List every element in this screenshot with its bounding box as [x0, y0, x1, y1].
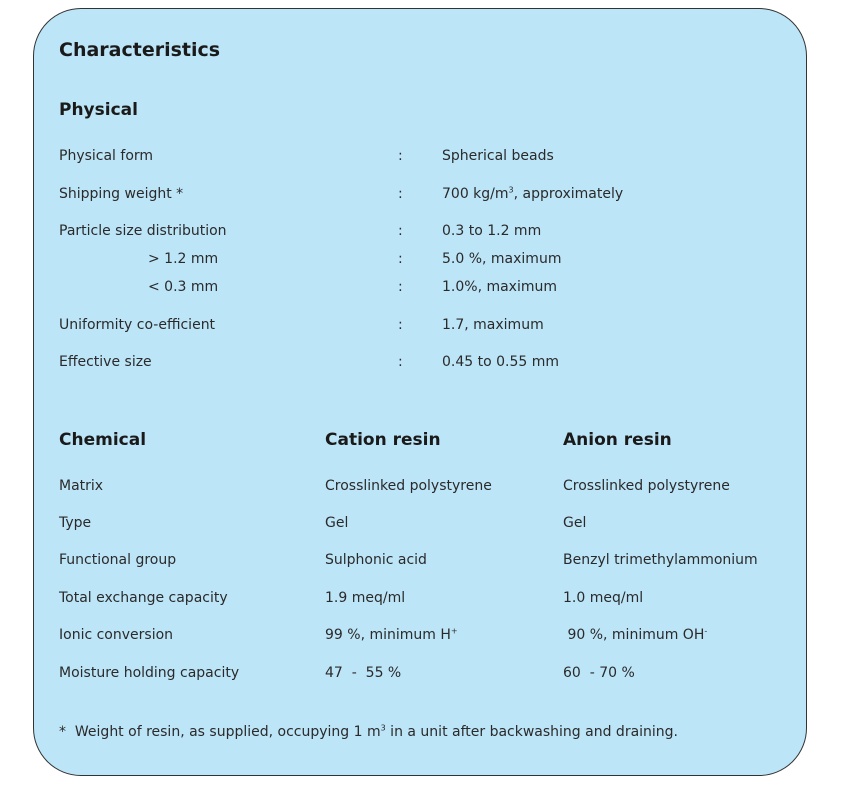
separator: : — [398, 317, 403, 333]
cation-sup: + — [450, 626, 458, 636]
shipping-weight-rest: , approximately — [513, 186, 624, 202]
shipping-weight-value — [442, 186, 623, 202]
ionic-conversion-cation — [325, 627, 458, 643]
matrix-label: Matrix — [59, 478, 104, 494]
matrix-cation: Crosslinked polystyrene — [325, 478, 492, 494]
matrix-anion: Crosslinked polystyrene — [563, 478, 730, 494]
uniformity-label: Uniformity co-efficient — [59, 317, 216, 333]
effective-size-label: Effective size — [59, 354, 152, 370]
characteristics-card — [33, 8, 807, 776]
particle-under-label: < 0.3 mm — [148, 279, 219, 295]
shipping-weight-sup: 3 — [508, 185, 514, 195]
separator: : — [398, 279, 403, 295]
anion-sup: - — [704, 626, 708, 636]
separator: : — [398, 186, 403, 202]
cation-heading: Cation resin — [325, 430, 441, 450]
shipping-weight-label: Shipping weight * — [59, 186, 184, 202]
anion-heading: Anion resin — [563, 430, 672, 450]
type-cation: Gel — [325, 515, 349, 531]
moisture-cation: 47 - 55 % — [325, 665, 402, 681]
separator: : — [398, 223, 403, 239]
ionic-conversion-cation-text: 99 %, minimum H — [325, 627, 451, 643]
footnote-main: * Weight of resin, as supplied, occupying 1 m — [59, 724, 381, 740]
type-label: Type — [59, 515, 92, 531]
separator: : — [398, 148, 403, 164]
particle-size-label: Particle size distribution — [59, 223, 227, 239]
particle-over-value: 5.0 %, maximum — [442, 251, 562, 267]
physical-form-value: Spherical beads — [442, 148, 554, 164]
chemical-heading: Chemical — [59, 430, 147, 450]
exchange-capacity-anion: 1.0 meq/ml — [563, 590, 644, 606]
moisture-anion: 60 - 70 % — [563, 665, 635, 681]
footnote — [59, 724, 678, 740]
particle-under-value: 1.0%, maximum — [442, 279, 558, 295]
functional-group-cation: Sulphonic acid — [325, 552, 427, 568]
moisture-label: Moisture holding capacity — [59, 665, 240, 681]
functional-group-anion: Benzyl trimethylammonium — [563, 552, 758, 568]
physical-heading: Physical — [59, 100, 138, 120]
type-anion: Gel — [563, 515, 587, 531]
footnote-rest: in a unit after backwashing and draining. — [385, 724, 679, 740]
physical-form-label: Physical form — [59, 148, 154, 164]
footnote-sup: 3 — [380, 723, 386, 733]
particle-size-value: 0.3 to 1.2 mm — [442, 223, 542, 239]
ionic-conversion-anion — [563, 627, 707, 643]
particle-over-label: > 1.2 mm — [148, 251, 219, 267]
functional-group-label: Functional group — [59, 552, 177, 568]
separator: : — [398, 354, 403, 370]
ionic-conversion-anion-text: 90 %, minimum OH — [563, 627, 705, 643]
ionic-conversion-label: Ionic conversion — [59, 627, 174, 643]
exchange-capacity-cation: 1.9 meq/ml — [325, 590, 406, 606]
page-title: Characteristics — [59, 39, 221, 61]
effective-size-value: 0.45 to 0.55 mm — [442, 354, 560, 370]
uniformity-value: 1.7, maximum — [442, 317, 544, 333]
exchange-capacity-label: Total exchange capacity — [59, 590, 228, 606]
shipping-weight-main: 700 kg/m — [442, 186, 509, 202]
separator: : — [398, 251, 403, 267]
